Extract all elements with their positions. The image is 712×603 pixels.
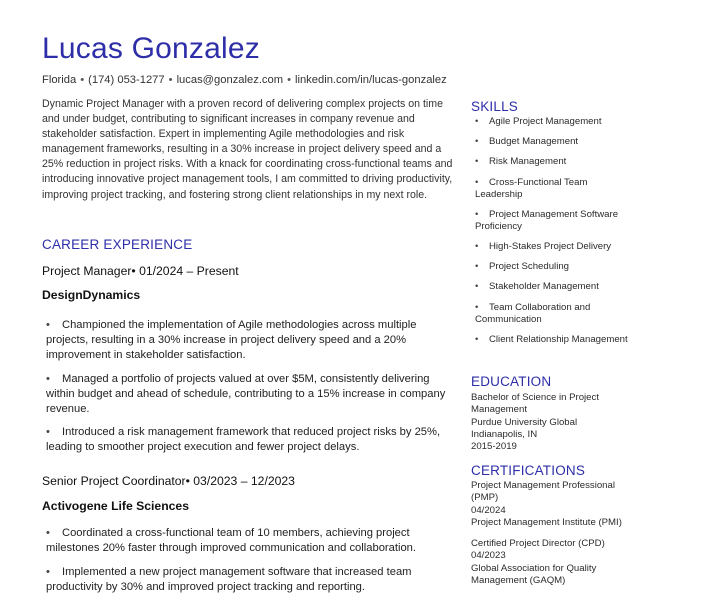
job-title-line xyxy=(42,264,239,278)
list-item: • Introduced a risk management framework that reduced project risks by 25%, leading to smoother project execution and fewer project delays. xyxy=(42,425,452,455)
education-heading: EDUCATION xyxy=(471,374,552,389)
list-item: • Championed the implementation of Agile methodologies across multiple projects, resulting in a 30% increase in project delivery speed and a 20% improvement in stakeholder satisfaction. xyxy=(42,318,452,363)
job-title-line xyxy=(42,474,295,488)
list-item: • Managed a portfolio of projects valued at over $5M, consistently delivering within budget and ahead of schedule, contributing to a 15% increase in company revenue. xyxy=(42,372,452,417)
list-item: • Stakeholder Management xyxy=(475,281,635,293)
career-experience-heading: CAREER EXPERIENCE xyxy=(42,237,193,252)
list-item: • Budget Management xyxy=(475,136,635,148)
skills-list xyxy=(475,116,635,354)
contact-location: Florida xyxy=(42,74,77,86)
skills-heading: SKILLS xyxy=(471,99,518,114)
contact-line xyxy=(42,74,447,86)
education-degree: Bachelor of Science in Project Management xyxy=(471,392,599,416)
list-item: • Risk Management xyxy=(475,156,635,168)
list-item: • Coordinated a cross-functional team of 10 members, achieving project milestones 20% faster through improved communication and collaboration. xyxy=(42,526,452,556)
list-item: • Cross-Functional Team Leadership xyxy=(475,177,635,201)
education-entry xyxy=(471,392,636,453)
certifications-list xyxy=(471,480,636,587)
list-item: • Project Management Software Proficiency xyxy=(475,209,635,233)
job-bullets xyxy=(42,526,452,603)
job-title: Senior Project Coordinator xyxy=(42,474,186,488)
certification-date: 04/2023 xyxy=(471,550,506,562)
education-location: Indianapolis, IN xyxy=(471,428,538,440)
contact-separator: • xyxy=(80,74,85,86)
professional-summary: Dynamic Project Manager with a proven record of delivering complex projects on time and under budget, contributing to significant increases in company revenue and stakeholder satisfaction. Expert in implementing Agile methodologies and risk management frameworks, resulting in a 30% increase in project delivery speed and a 25% reduction in project risks. With a knack for coordinating cross-functional teams and introducing innovative project management tools, I am committed to driving productivity, improving project tracking, and fostering strong client relationships in my next role. xyxy=(42,98,453,201)
certification-issuer: Global Association for Quality Management (GAQM) xyxy=(471,562,597,587)
certification-issuer: Project Management Institute (PMI) xyxy=(471,516,622,528)
list-item: • Client Relationship Management xyxy=(475,334,635,346)
job-bullets xyxy=(42,318,452,464)
contact-separator: • xyxy=(168,74,173,86)
list-item: • Project Scheduling xyxy=(475,261,635,273)
contact-linkedin: linkedin.com/in/lucas-gonzalez xyxy=(294,74,447,86)
contact-email: lucas@gonzalez.com xyxy=(176,74,284,86)
contact-phone: (174) 053-1277 xyxy=(88,74,165,86)
candidate-name: Lucas Gonzalez xyxy=(42,32,260,65)
list-item: • High-Stakes Project Delivery xyxy=(475,241,635,253)
list-item: • Team Collaboration and Communication xyxy=(475,302,635,326)
job-dates: • 03/2023 – 12/2023 xyxy=(185,474,295,488)
certifications-heading: CERTIFICATIONS xyxy=(471,463,586,478)
job-company: DesignDynamics xyxy=(42,288,141,302)
certification-date: 04/2024 xyxy=(471,504,506,516)
job-title: Project Manager xyxy=(42,264,132,278)
list-item: • Agile Project Management xyxy=(475,116,635,128)
list-item: • Implemented a new project management software that increased team productivity by 30% and improved project tracking and reporting. xyxy=(42,565,452,595)
contact-separator: • xyxy=(287,74,291,86)
certification-name: Project Management Professional (PMP) xyxy=(471,480,615,504)
education-school: Purdue University Global xyxy=(471,416,578,428)
job-company: Activogene Life Sciences xyxy=(42,499,189,513)
education-years: 2015-2019 xyxy=(471,441,517,453)
certification-name: Certified Project Director (CPD) xyxy=(471,538,605,550)
job-dates: • 01/2024 – Present xyxy=(131,264,239,278)
